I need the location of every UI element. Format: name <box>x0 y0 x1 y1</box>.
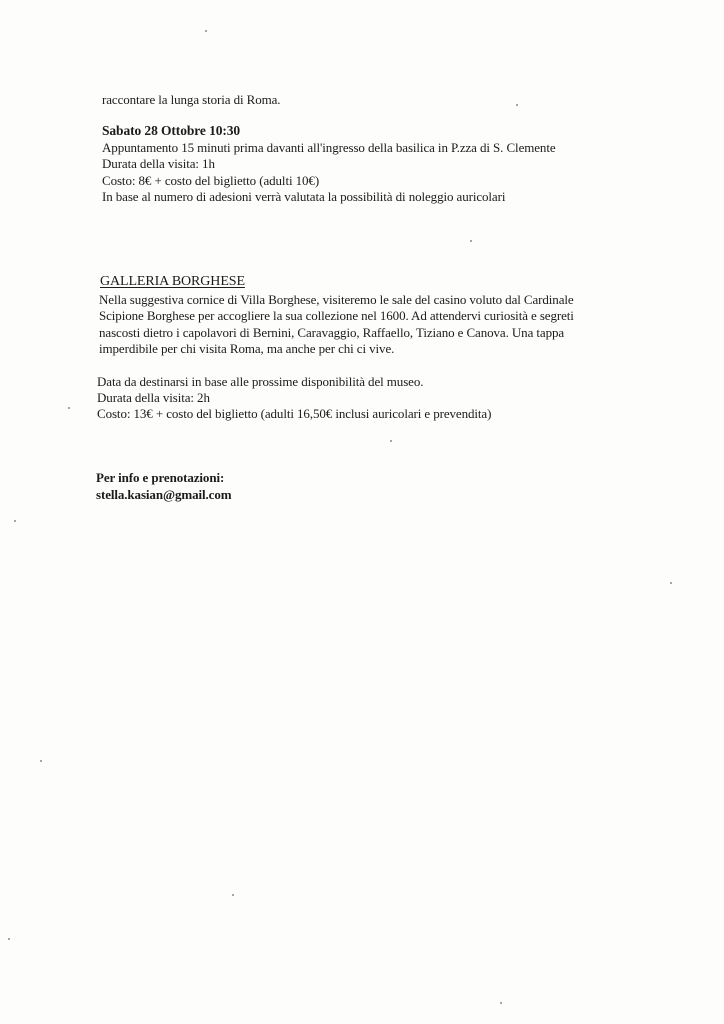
event-2-cost: Costo: 13€ + costo del biglietto (adulti 16,50€ inclusi auricolari e prevendita) <box>97 406 492 421</box>
event-2-title: GALLERIA BORGHESE <box>100 274 245 289</box>
scan-speck <box>670 582 672 584</box>
contact-label: Per info e prenotazioni: <box>96 470 225 485</box>
scan-speck <box>40 760 42 762</box>
event-1-date-time: Sabato 28 Ottobre 10:30 <box>102 123 241 138</box>
scan-speck <box>232 894 234 896</box>
scan-speck <box>68 407 70 409</box>
scan-speck <box>500 1002 502 1004</box>
event-1-note: In base al numero di adesioni verrà valutata la possibilità di noleggio auricolari <box>102 189 506 204</box>
event-1-meeting: Appuntamento 15 minuti prima davanti all'ingresso della basilica in P.zza di S. Clemente <box>102 140 556 155</box>
scan-speck <box>390 440 392 442</box>
contact-email: stella.kasian@gmail.com <box>96 487 232 502</box>
event-1-duration: Durata della visita: 1h <box>102 156 215 171</box>
scan-speck <box>205 30 207 32</box>
event-2-description-line-1: Nella suggestiva cornice di Villa Borghese, visiteremo le sale del casino voluto dal Cardinale <box>99 292 574 307</box>
event-2-duration: Durata della visita: 2h <box>97 390 210 405</box>
scan-speck <box>14 520 16 522</box>
event-1-cost: Costo: 8€ + costo del biglietto (adulti 10€) <box>102 173 320 188</box>
event-2-description-line-2: Scipione Borghese per accogliere la sua collezione nel 1600. Ad attendervi curiosità e segreti <box>99 308 574 323</box>
scan-speck <box>516 104 518 106</box>
event-2-description-line-4: imperdibile per chi visita Roma, ma anche per chi ci vive. <box>99 341 395 356</box>
event-2-description-line-3: nascosti dietro i capolavori di Bernini, Caravaggio, Raffaello, Tiziano e Canova. Una tappa <box>99 325 565 340</box>
scan-speck <box>8 938 10 940</box>
intro-continuation: raccontare la lunga storia di Roma. <box>102 92 281 107</box>
event-2-date: Data da destinarsi in base alle prossime disponibilità del museo. <box>97 374 424 389</box>
scan-speck <box>470 240 472 242</box>
